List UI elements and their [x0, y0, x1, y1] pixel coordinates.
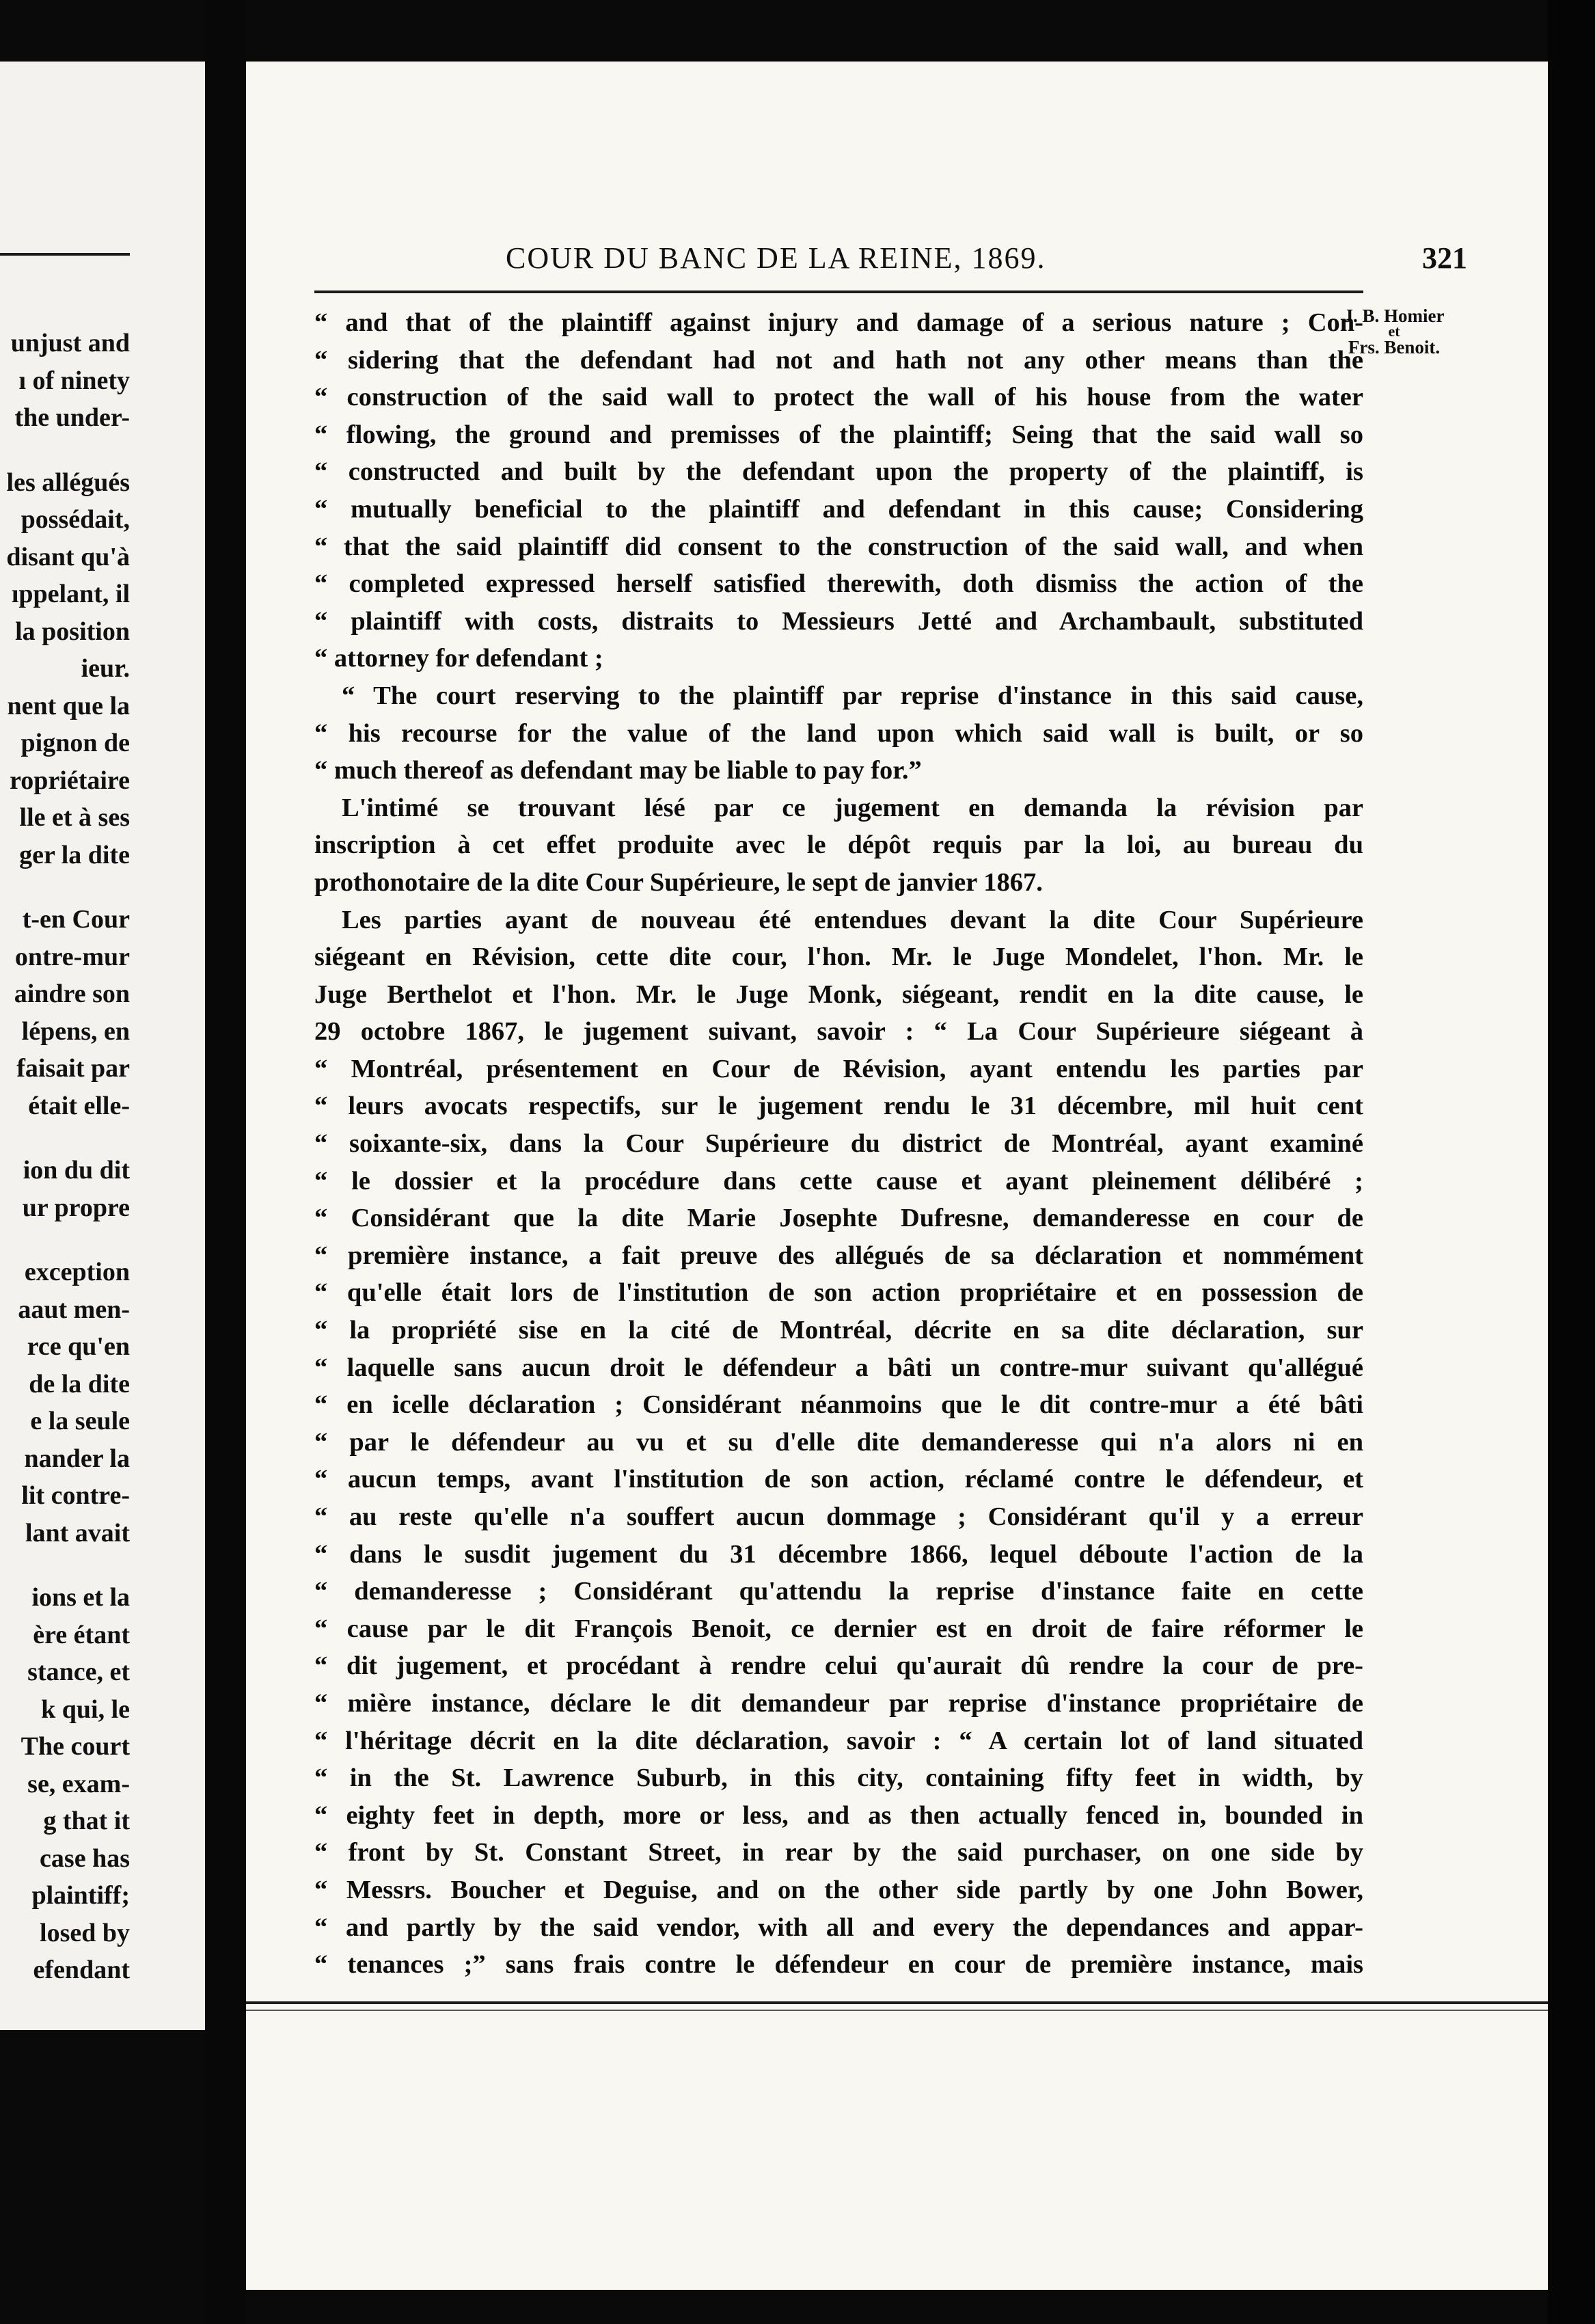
text-line: “ mière instance, déclare le dit demandeur par reprise d'instance propriétaire de	[314, 1688, 1363, 1718]
text-line: L'intimé se trouvant lésé par ce jugement en demanda la révision par	[342, 793, 1363, 822]
text-line: “ l'héritage décrit en la dite déclaration, savoir : “ A certain lot of land situated	[314, 1726, 1363, 1755]
previous-page-line: e la seule	[30, 1407, 130, 1435]
book-page	[246, 62, 1548, 2290]
previous-page-line: g that it	[43, 1807, 130, 1835]
previous-page-fragment	[0, 62, 205, 2030]
text-line: “ qu'elle était lors de l'institution de son action propriétaire et en possession de	[314, 1278, 1363, 1308]
text-line: “ eighty feet in depth, more or less, and as then actually fenced in, bounded in	[314, 1800, 1363, 1830]
text-line: “ attorney for defendant ;	[314, 644, 603, 673]
previous-page-line: k qui, le	[41, 1694, 130, 1724]
text-line: inscription à cet effet produite avec le dépôt requis par la loi, au bureau du	[314, 830, 1363, 860]
text-line: “ tenances ;” sans frais contre le défendeur en cour de première instance, mais	[314, 1950, 1363, 1980]
text-line: “ front by St. Constant Street, in rear by the said purchaser, on one side by	[314, 1838, 1363, 1867]
body-text	[314, 304, 1363, 1984]
text-line: “ par le défendeur au vu et su d'elle dite demanderesse qui n'a alors ni en	[314, 1427, 1363, 1457]
previous-page-line: t-en Cour	[22, 905, 130, 934]
previous-page-line: lle et à ses	[19, 803, 130, 832]
previous-page-line: the under-	[14, 403, 130, 432]
previous-page-line: The court	[21, 1732, 130, 1761]
text-line: “ and that of the plaintiff against injury and damage of a serious nature ; Con-	[314, 308, 1363, 337]
text-line: prothonotaire de la dite Cour Supérieure, le sept de janvier 1867.	[314, 867, 1043, 897]
previous-page-line: ı of ninety	[18, 366, 130, 395]
text-line: “ dans le susdit jugement du 31 décembre 1866, lequel déboute l'action de la	[314, 1539, 1363, 1569]
text-line: “ sidering that the defendant had not and hath not any other means than the	[314, 345, 1363, 375]
previous-page-line: exception	[24, 1258, 130, 1286]
book-gutter	[205, 0, 246, 2324]
previous-page-line: faisait par	[16, 1054, 130, 1083]
previous-page-line	[6, 437, 130, 464]
text-line: “ in the St. Lawrence Suburb, in this city, containing fifty feet in width, by	[314, 1764, 1363, 1793]
previous-page-line: ion du dit	[23, 1156, 130, 1185]
text-line: “ construction of the said wall to protect the wall of his house from the water	[314, 383, 1363, 412]
text-line: “ plaintiff with costs, distraits to Messieurs Jetté and Archambault, substituted	[314, 606, 1363, 636]
text-line: “ much thereof as defendant may be liable to pay for.”	[314, 756, 922, 785]
previous-page-text	[6, 325, 130, 1989]
previous-page-line	[6, 1552, 130, 1579]
previous-page-line	[6, 1124, 130, 1152]
page-title: COUR DU BANC DE LA REINE, 1869.	[506, 241, 1046, 275]
margin-note-line: J. B. Homier	[1344, 306, 1445, 326]
previous-page-line: se, exam-	[27, 1769, 130, 1798]
previous-page-line: ıppelant, il	[11, 580, 130, 608]
text-line: “ flowing, the ground and premisses of the plaintiff; Seing that the said wall so	[314, 420, 1363, 449]
text-line: “ dit jugement, et procédant à rendre celui qu'aurait dû rendre la cour de pre-	[314, 1651, 1363, 1681]
text-line: “ Montréal, présentement en Cour de Révision, ayant entendu les parties par	[314, 1054, 1363, 1083]
margin-note-line: Frs. Benoit.	[1348, 337, 1441, 357]
previous-page-line: ropriétaire	[10, 766, 130, 795]
text-line: “ soixante-six, dans la Cour Supérieure du district de Montréal, ayant examiné	[314, 1129, 1363, 1159]
previous-page-line: ur propre	[22, 1193, 130, 1222]
previous-page-line: lépens, en	[21, 1016, 130, 1046]
previous-page-line: rce qu'en	[27, 1332, 130, 1361]
previous-page-line: la position	[15, 617, 130, 646]
previous-page-line: possédait,	[21, 505, 130, 534]
previous-page-line	[6, 1226, 130, 1254]
previous-page-line: nander la	[24, 1444, 130, 1473]
text-line: “ au reste qu'elle n'a souffert aucun dommage ; Considérant qu'il y a erreur	[314, 1502, 1363, 1531]
bottom-rule	[246, 2001, 1548, 2004]
bottom-rule-secondary	[246, 2010, 1548, 2011]
previous-page-line: ieur.	[81, 654, 130, 683]
text-line: “ his recourse for the value of the land upon which said wall is built, or so	[314, 718, 1363, 748]
previous-page-line: lant avait	[25, 1518, 130, 1548]
text-line: “ en icelle déclaration ; Considérant néanmoins que le dit contre-mur a été bâti	[314, 1390, 1363, 1420]
previous-page-rule	[0, 253, 130, 256]
previous-page-line: était elle-	[28, 1091, 130, 1120]
previous-page-line: stance, et	[27, 1658, 130, 1686]
previous-page-line: disant qu'à	[6, 542, 130, 571]
previous-page-line: unjust and	[10, 329, 130, 357]
text-line: “ mutually beneficial to the plaintiff and defendant in this cause; Considering	[314, 494, 1363, 524]
previous-page-line: pignon de	[21, 729, 130, 757]
header-rule	[314, 290, 1363, 293]
text-line: “ demanderesse ; Considérant qu'attendu la reprise d'instance faite en cette	[314, 1577, 1363, 1606]
text-line: “ Messrs. Boucher et Deguise, and on the other side partly by one John Bower,	[314, 1875, 1363, 1904]
previous-page-line	[6, 874, 130, 901]
text-line: Juge Berthelot et l'hon. Mr. le Juge Monk, siégeant, rendit en la dite cause, le	[314, 979, 1363, 1009]
text-line: “ première instance, a fait preuve des allégués de sa déclaration et nommément	[314, 1241, 1363, 1270]
text-line: Les parties ayant de nouveau été entendues devant la dite Cour Supérieure	[342, 905, 1363, 934]
page-number: 321	[1422, 241, 1467, 275]
previous-page-line: les allégués	[6, 468, 130, 497]
previous-page-line: ions et la	[31, 1583, 130, 1612]
text-line: 29 octobre 1867, le jugement suivant, savoir : “ La Cour Supérieure siégeant à	[314, 1017, 1363, 1046]
running-head	[246, 241, 1548, 282]
text-line: “ that the said plaintiff did consent to the construction of the said wall, and when	[314, 532, 1363, 561]
text-line: “ le dossier et la procédure dans cette cause et ayant pleinement délibéré ;	[314, 1166, 1363, 1195]
previous-page-line: de la dite	[29, 1369, 130, 1399]
previous-page-line: lit contre-	[21, 1481, 130, 1510]
previous-page-line: plaintiff;	[31, 1881, 130, 1910]
previous-page-line: nent que la	[7, 691, 130, 720]
previous-page-line: ontre-mur	[14, 942, 130, 971]
text-line: “ la propriété sise en la cité de Montréal, décrite en sa dite déclaration, sur	[314, 1316, 1363, 1345]
previous-page-line: aaut men-	[18, 1295, 130, 1324]
text-line: “ Considérant que la dite Marie Josephte Dufresne, demanderesse en cour de	[314, 1204, 1363, 1233]
text-line: “ and partly by the said vendor, with all and every the dependances and appar-	[314, 1913, 1363, 1942]
margin-note-line: et	[1388, 323, 1400, 340]
text-line: “ laquelle sans aucun droit le défendeur a bâti un contre-mur suivant qu'allégué	[314, 1353, 1363, 1382]
previous-page-line: aindre son	[14, 979, 130, 1008]
page-edge	[1548, 0, 1595, 2324]
previous-page-line: losed by	[40, 1918, 130, 1947]
previous-page-line: ger la dite	[19, 840, 130, 869]
previous-page-line: case has	[40, 1843, 130, 1873]
text-line: “ The court reserving to the plaintiff par reprise d'instance in this said cause,	[342, 681, 1363, 710]
previous-page-line: efendant	[33, 1956, 130, 1984]
text-line: “ completed expressed herself satisfied therewith, doth dismiss the action of the	[314, 569, 1363, 599]
text-line: “ cause par le dit François Benoit, ce dernier est en droit de faire réformer le	[314, 1614, 1363, 1643]
text-line: “ leurs avocats respectifs, sur le jugement rendu le 31 décembre, mil huit cent	[314, 1092, 1363, 1121]
text-line: “ constructed and built by the defendant upon the property of the plaintiff, is	[314, 457, 1363, 487]
text-line: “ aucun temps, avant l'institution de son action, réclamé contre le défendeur, et	[314, 1465, 1363, 1494]
previous-page-line: ère étant	[33, 1620, 130, 1649]
text-line: siégeant en Révision, cette dite cour, l'hon. Mr. le Juge Mondelet, l'hon. Mr. le	[314, 943, 1363, 972]
